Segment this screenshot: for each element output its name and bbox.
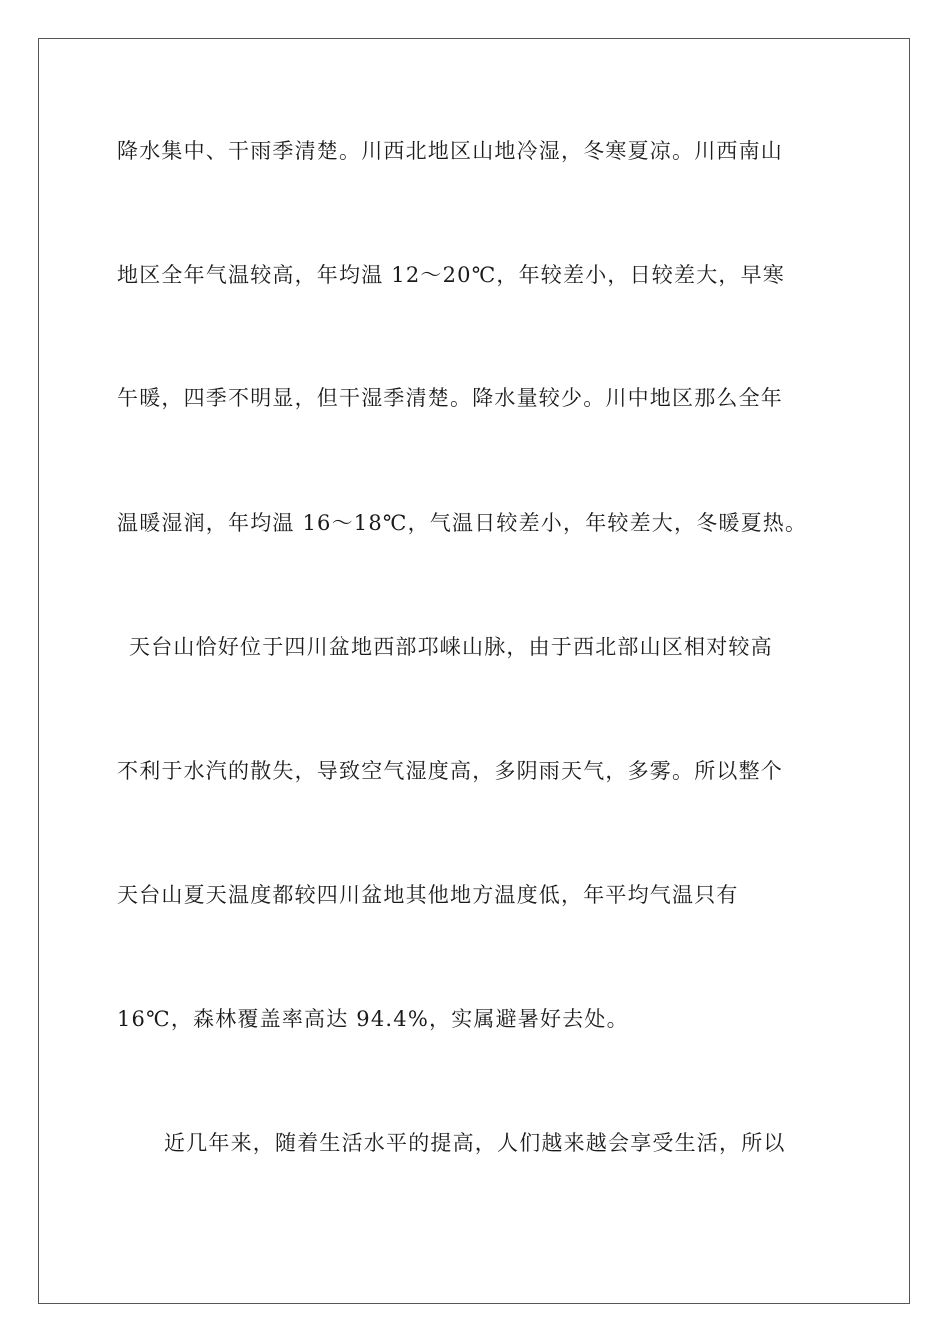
text-line: 天台山夏天温度都较四川盆地其他地方温度低，年平均气温只有 <box>117 883 739 907</box>
text-line: 地区全年气温较高，年均温 12～20℃，年较差小，日较差大，早寒 <box>117 263 786 287</box>
text-line: 降水集中、干雨季清楚。川西北地区山地冷湿，冬寒夏凉。川西南山 <box>117 139 783 163</box>
paragraph-start-line: 近几年来，随着生活水平的提高，人们越来越会享受生活，所以 <box>164 1131 786 1155</box>
paragraph-start-line: 天台山恰好位于四川盆地西部邛崃山脉，由于西北部山区相对较高 <box>129 635 773 659</box>
text-line: 不利于水汽的散失，导致空气湿度高，多阴雨天气，多雾。所以整个 <box>117 759 783 783</box>
page-border <box>38 38 910 1304</box>
text-line: 16℃，森林覆盖率高达 94.4%，实属避暑好去处。 <box>117 1007 629 1031</box>
text-line: 午暖，四季不明显，但干湿季清楚。降水量较少。川中地区那么全年 <box>117 386 783 410</box>
text-line: 温暖湿润，年均温 16～18℃，气温日较差小，年较差大，冬暖夏热。 <box>117 511 808 535</box>
